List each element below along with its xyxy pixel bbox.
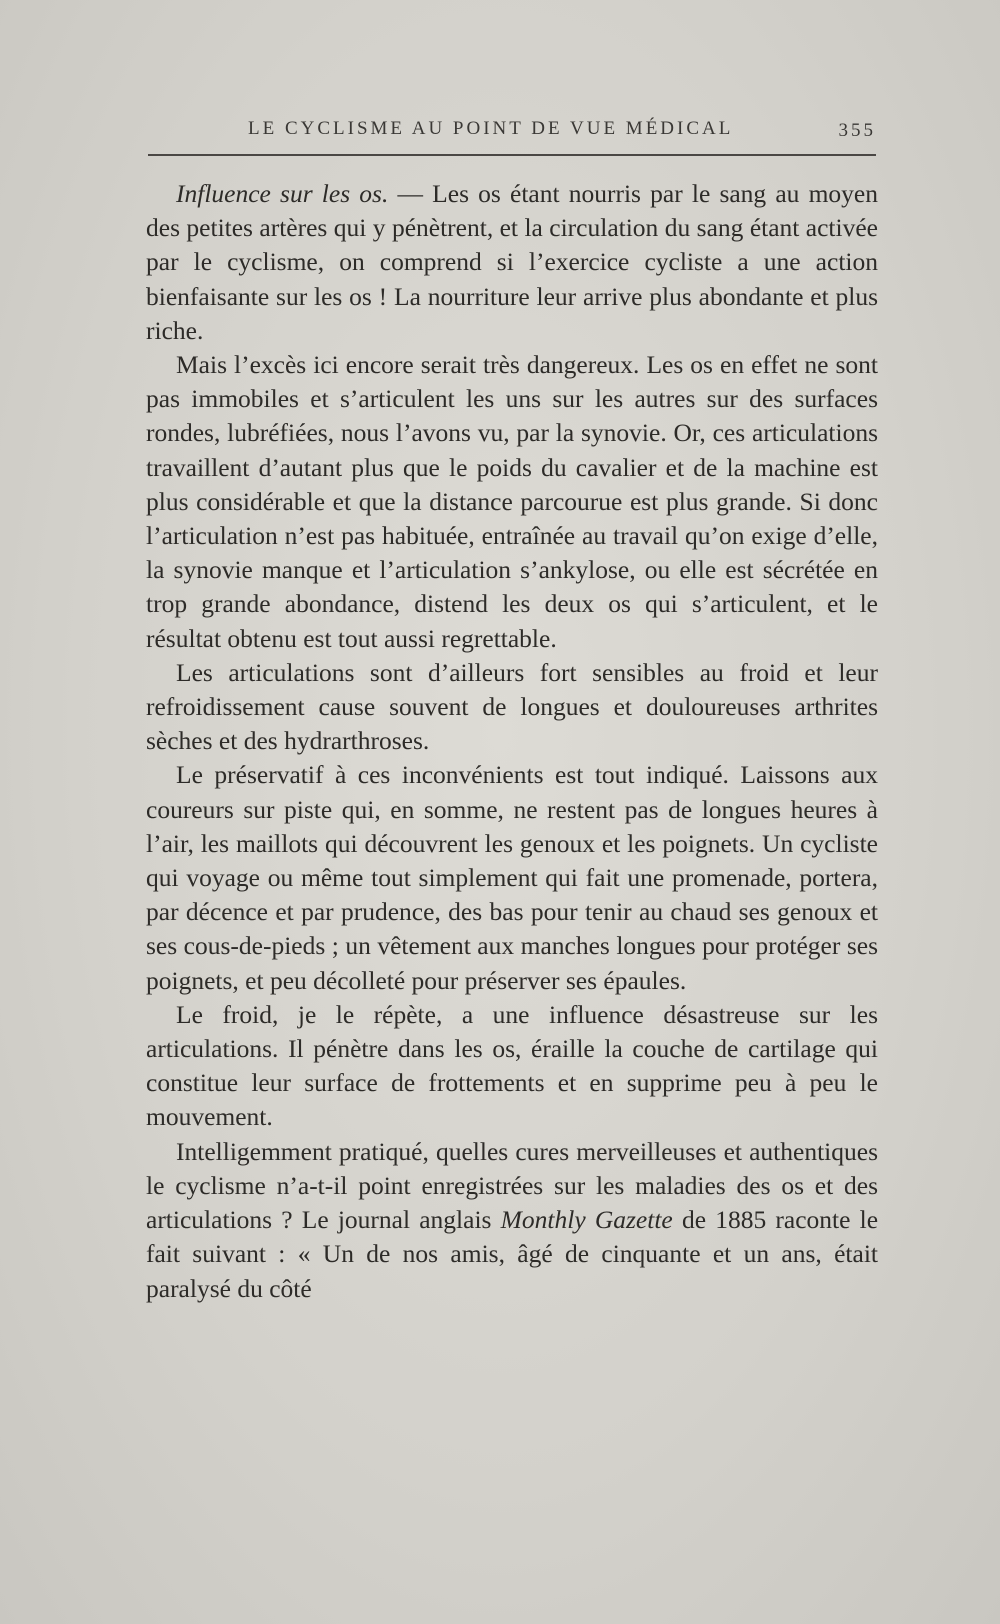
section-heading-italic: Influence sur les os. [176, 179, 389, 208]
paragraph-6-text: Intelligemment pratiqué, quelles cures merveilleuses et authentiques le cyclisme n’a-t-il point enregistrées sur les maladies des os et des articulations ? Le journal anglais [146, 1136, 878, 1235]
journal-title-italic: Monthly Gazette [500, 1205, 673, 1235]
body-text [146, 177, 878, 1306]
paragraph-6-text-after: de 1885 raconte le fait suivant : « Un de nos amis, âgé de cinquante et un ans, était paralysé du côté [146, 1205, 879, 1303]
paragraph-1-text: — Les os étant nourris par le sang au moyen des petites artères qui y pénètrent, et la circulation du sang étant activée par le cyclisme, on comprend si l’exercice cycliste a une action bienfaisante sur les os ! La nourriture leur arrive plus abondante et plus riche. [146, 179, 878, 345]
page-number: 355 [838, 120, 876, 141]
paragraph-6 [146, 1135, 878, 1306]
paragraph-4: Le préservatif à ces inconvénients est tout indiqué. Laissons aux coureurs sur piste qui, en somme, ne restent pas de longues heures à l’air, les maillots qui découvrent les genoux et les poignets. Un cycliste qui voyage ou même tout simplement qui fait une promenade, portera, par décence et par prudence, des bas pour tenir au chaud ses genoux et ses cous-de-pieds ; un vêtement aux manches longues pour protéger ses poignets, et peu décolleté pour préserver ses épaules. [146, 760, 878, 995]
paragraph-2: Mais l’excès ici encore serait très dangereux. Les os en effet ne sont pas immobiles et s’articulent les uns sur les autres sur des surfaces rondes, lubréfiées, nous l’avons vu, par la synovie. Or, ces articulations travaillent d’autant plus que le poids du cavalier et de la machine est plus considérable et que la distance parcourue est plus grande. Si donc l’articulation n’est pas habituée, entraînée au travail qu’on exige d’elle, la synovie manque et l’articulation s’ankylose, ou elle est sécrétée en trop grande abondance, distend les deux os qui s’articulent, et le résultat obtenu est tout aussi regrettable. [146, 350, 878, 653]
paragraph-5: Le froid, je le répète, a une influence désastreuse sur les articulations. Il pénètre dans les os, éraille la couche de cartilage qui constitue leur surface de frottements et en supprime peu à peu le mouvement. [146, 999, 878, 1132]
paragraph-3: Les articulations sont d’ailleurs fort sensibles au froid et leur refroidissement cause souvent de longues et douloureuses arthrites sèches et des hydrarthroses. [146, 657, 878, 756]
running-title: LE CYCLISME AU POINT DE VUE MÉDICAL [248, 118, 734, 139]
running-head [148, 118, 876, 156]
paragraph-1 [146, 177, 878, 348]
